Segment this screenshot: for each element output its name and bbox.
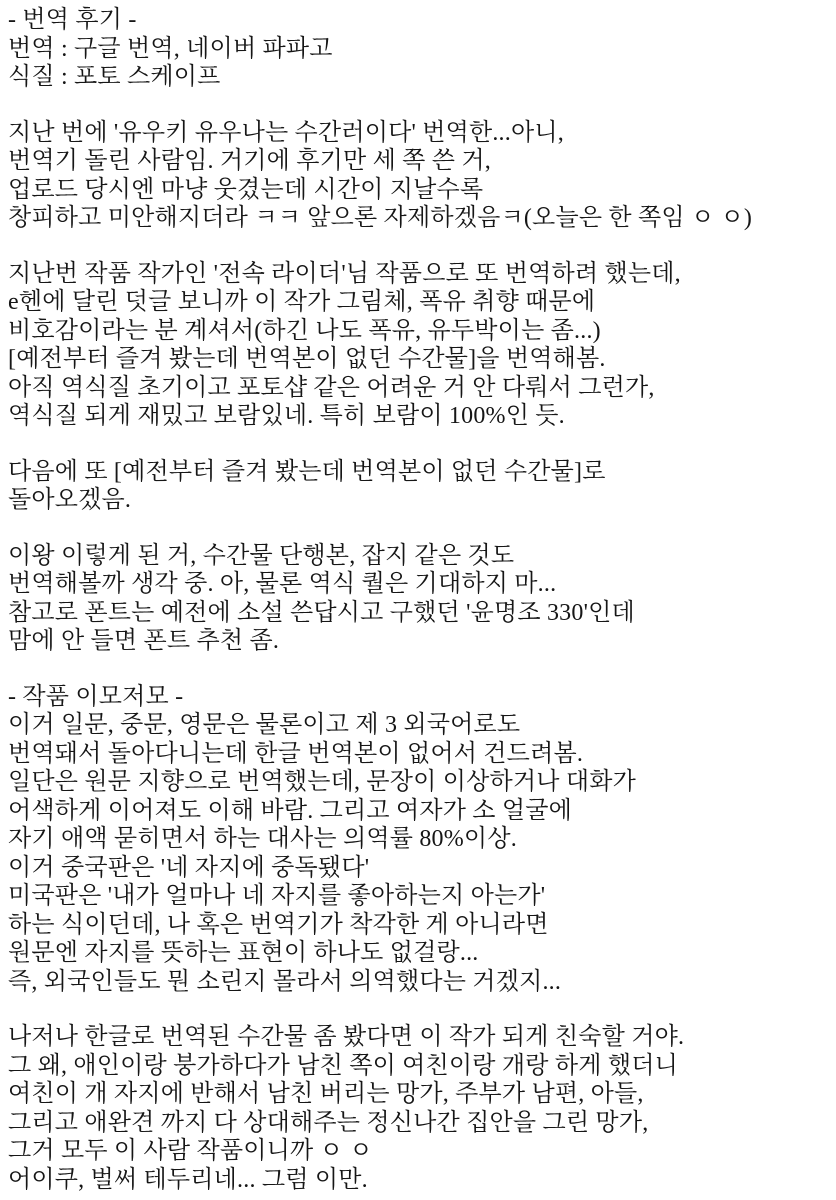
paragraph [8,542,830,656]
text-line: 미국판은 '내가 얼마나 네 자지를 좋아하는지 아는가' [8,883,546,909]
text-line: [예전부터 즐겨 봤는데 번역본이 없던 수간물]을 번역해봄. [8,346,606,372]
text-line: 그 왜, 애인이랑 붕가하다가 남친 쪽이 여친이랑 개랑 하게 했더니 [8,1052,678,1079]
text-line: 이거 일문, 중문, 영문은 물론이고 제 3 외국어로도 [8,712,521,738]
text-line: 자기 애액 묻히면서 하는 대사는 의역률 80%이상. [8,826,517,852]
text-line: 나저나 한글로 번역된 수간물 좀 봤다면 이 작가 되게 친숙할 거야. [8,1024,685,1050]
text-line: 그리고 애완견 까지 다 상대해주는 정신나간 집안을 그린 망가, [8,1109,649,1136]
text-line: 그거 모두 이 사람 작품이니까 ㅇ ㅇ [8,1138,373,1164]
text-line: 이거 중국판은 '네 자지에 중독됐다' [8,854,370,881]
paragraph [8,119,830,233]
text-line: 이왕 이렇게 된 거, 수간물 단행본, 잡지 같은 것도 [8,542,515,569]
text-line: 식질 : 포토 스케이프 [8,64,221,90]
paragraph [8,458,830,515]
text-line: 돌아오겠음. [8,487,132,513]
text-line: 지난번 작품 작가인 '전속 라이더'님 작품으로 또 번역하려 했는데, [8,260,681,287]
text-line: 번역 : 구글 번역, 네이버 파파고 [8,35,333,62]
text-line: 아직 역식질 초기이고 포토샵 같은 어려운 거 안 다뤄서 그런가, [8,374,655,401]
paragraph [8,260,830,431]
text-line: 맘에 안 들면 폰트 추천 좀. [8,628,280,654]
text-line: 지난 번에 '유우키 유우나는 수간러이다' 번역한...아니, [8,119,564,146]
text-line: 즉, 외국인들도 뭔 소린지 몰라서 의역했다는 거겠지... [8,968,562,995]
paragraph [8,1023,830,1194]
text-line: e헨에 달린 덧글 보니까 이 작가 그림체, 폭유 취향 때문에 [8,289,596,315]
text-line: 번역해볼까 생각 중. 아, 물론 역식 퀄은 기대하지 마... [8,571,557,597]
text-line: 원문엔 자지를 뜻하는 표현이 하나도 없걸랑... [8,940,479,966]
text-line: 일단은 원문 지향으로 번역했는데, 문장이 이상하거나 대화가 [8,769,636,795]
text-line: 다음에 또 [예전부터 즐겨 봤는데 번역본이 없던 수간물]로 [8,458,606,485]
section-title: - 작품 이모저모 - [8,683,184,710]
text-line: 어색하게 이어져도 이해 바람. 그리고 여자가 소 얼굴에 [8,797,573,824]
text-line: 번역돼서 돌아다니는데 한글 번역본이 없어서 건드려봄. [8,740,584,767]
text-line: 하는 식이던데, 나 혹은 번역기가 착각한 게 아니라면 [8,911,549,938]
paragraph [8,6,830,92]
text-line: 비호감이라는 분 계셔서(하긴 나도 폭유, 유두박이는 좀...) [8,317,601,344]
text-line: 업로드 당시엔 마냥 웃겼는데 시간이 지날수록 [8,176,484,203]
paragraph [8,683,830,997]
text-line: 여친이 개 자지에 반해서 남친 버리는 망가, 주부가 남편, 아들, [8,1081,644,1107]
text-line: 어이쿠, 벌써 테두리네... 그럼 이만. [8,1166,368,1193]
text-line: 번역기 돌린 사람임. 거기에 후기만 세 쪽 쓴 거, [8,148,491,174]
section-title: - 번역 후기 - [8,7,137,33]
text-line: 역식질 되게 재밌고 보람있네. 특히 보람이 100%인 듯. [8,403,565,429]
text-line: 참고로 폰트는 예전에 소설 쓴답시고 구했던 '윤명조 330'인데 [8,599,635,626]
text-line: 창피하고 미안해지더라 ㅋㅋ 앞으론 자제하겠음ㅋ(오늘은 한 쪽임 ㅇ ㅇ) [8,205,753,231]
